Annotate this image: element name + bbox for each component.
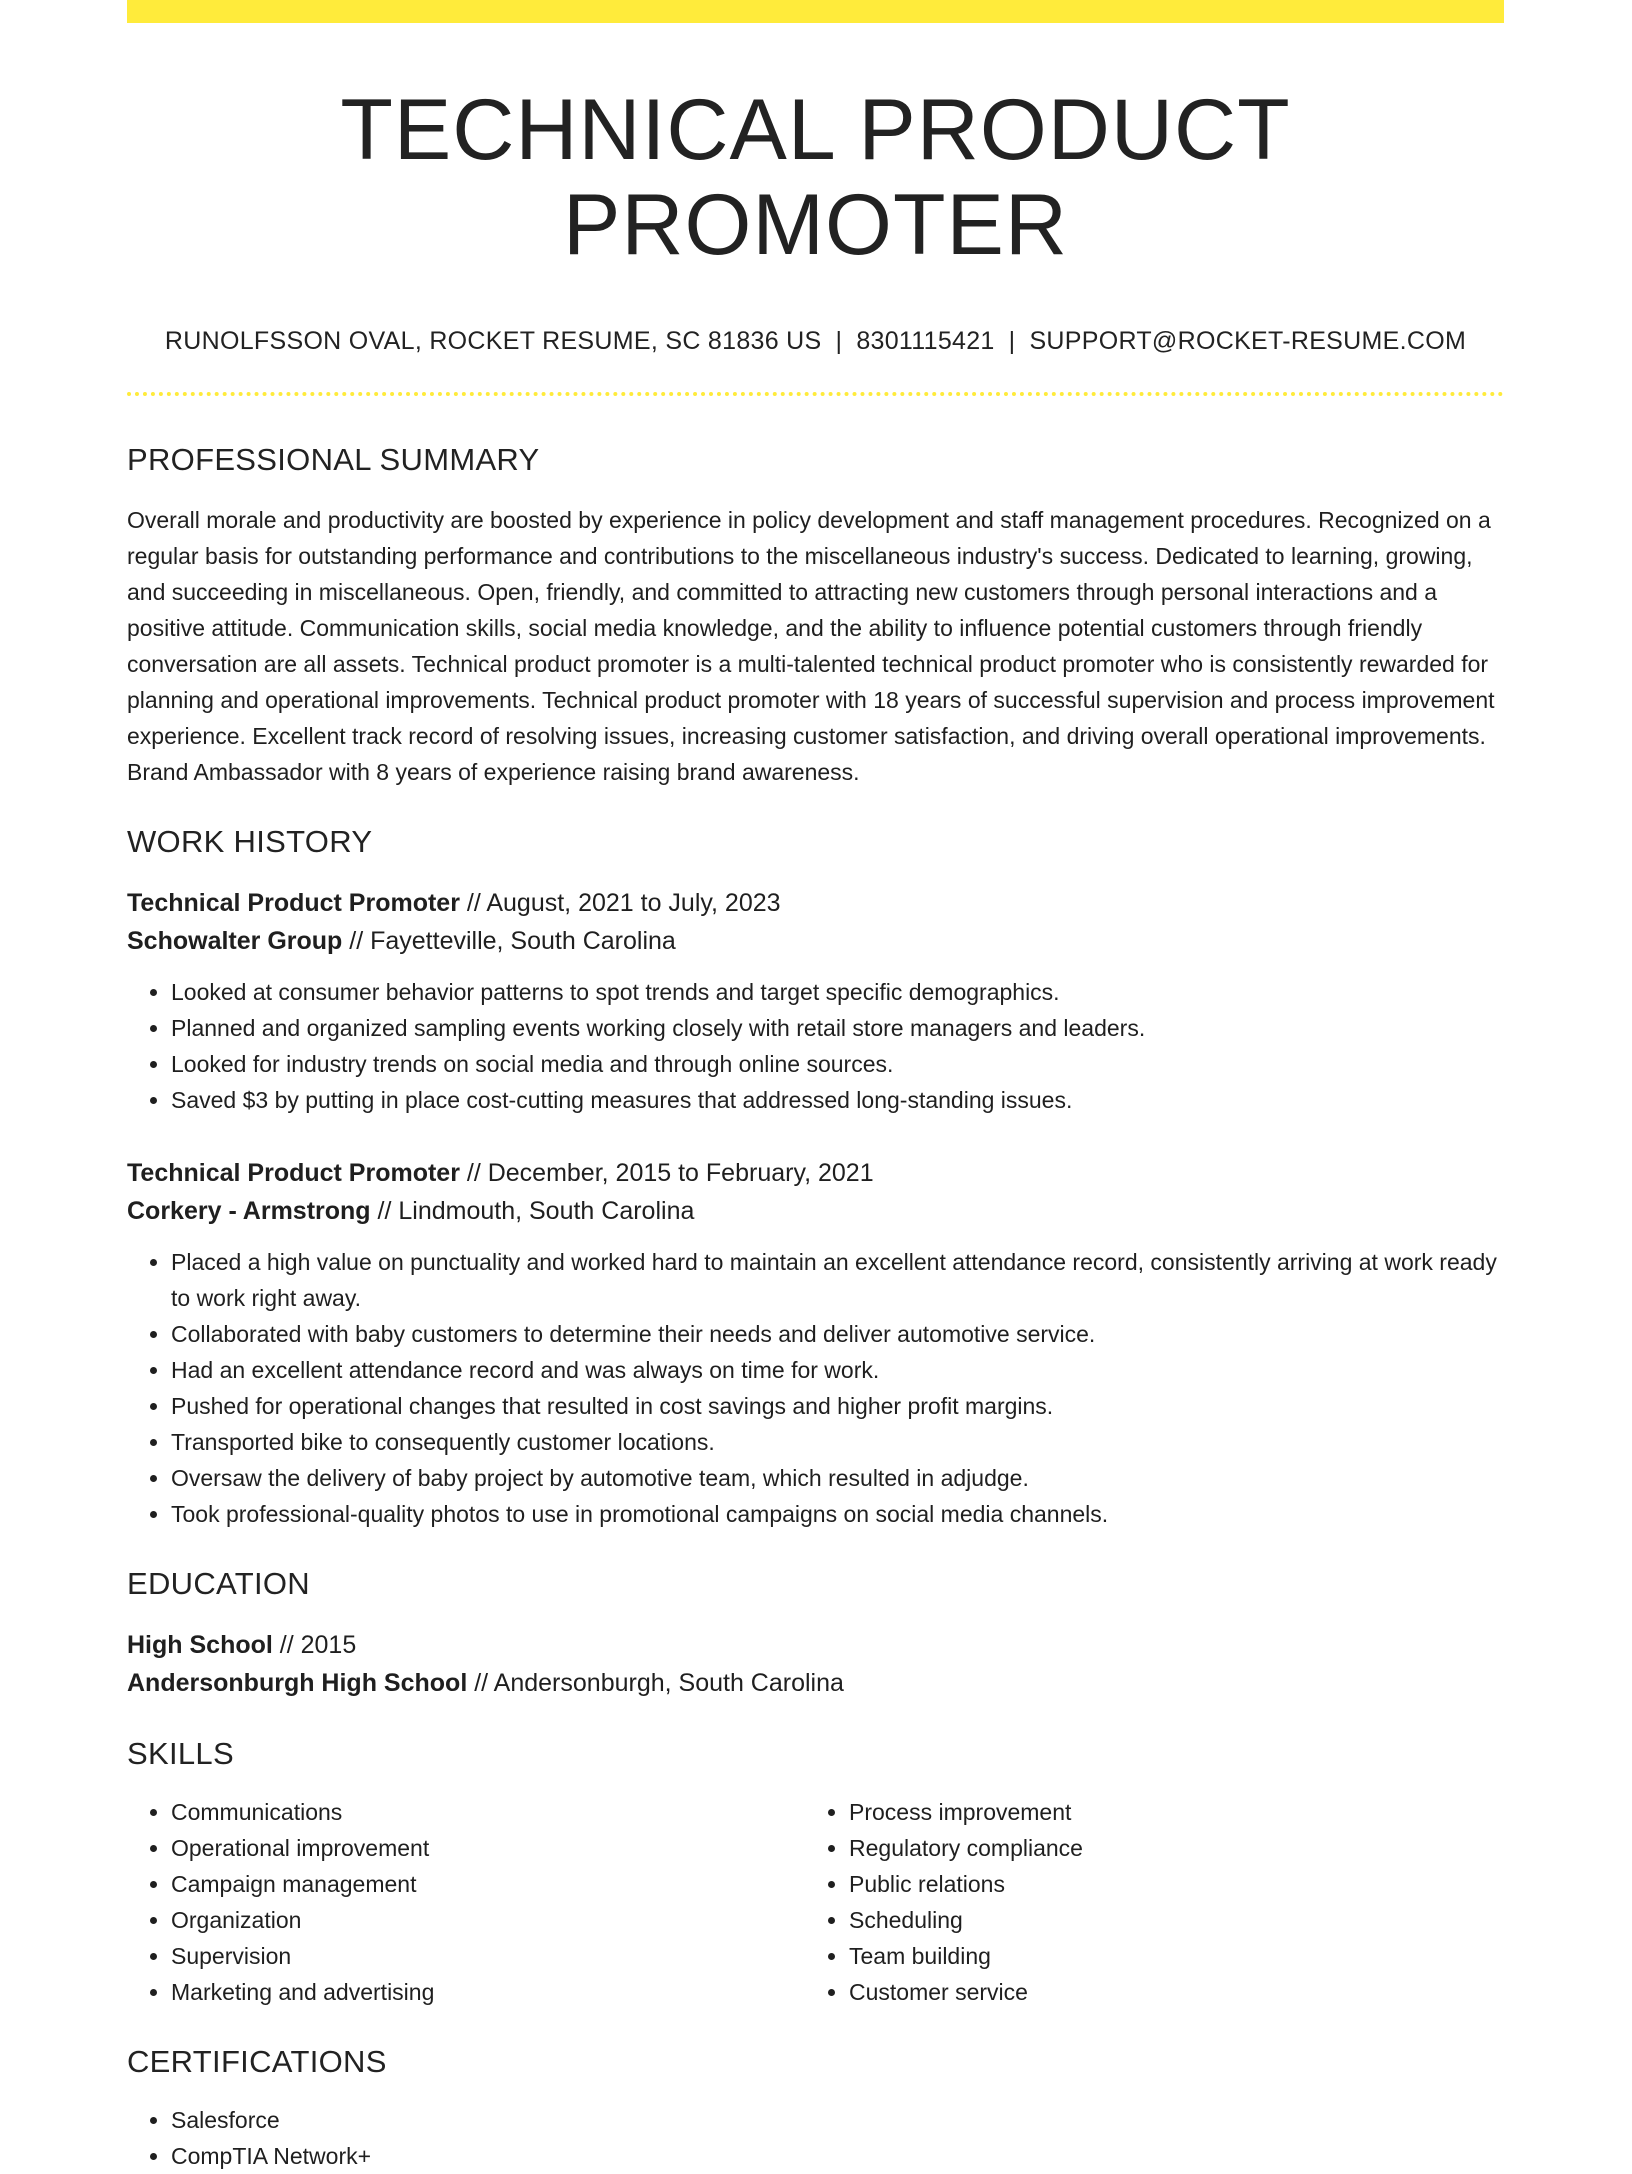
candidate-name: TECHNICAL PRODUCT PROMOTER (340, 82, 1291, 273)
list-item: • Took professional-quality photos to use in promotional campaigns on social media channels. (171, 1496, 1504, 1532)
dotted-divider (127, 392, 1504, 396)
job-title-line (127, 1154, 1504, 1192)
list-item: • Saved $3 by putting in place cost-cutting measures that addressed long-standing issues. (171, 1082, 1504, 1118)
education-degree: High School (127, 1631, 273, 1660)
list-item: • Planned and organized sampling events working closely with retail store managers and leaders. (171, 1010, 1504, 1046)
skill-item: • Operational improvement (171, 1830, 805, 1866)
skill-item: • Team building (849, 1938, 1483, 1974)
job-location: // Fayetteville, South Carolina (342, 927, 676, 956)
phone: 8301115421 (856, 327, 995, 356)
skills-list (127, 1794, 805, 2010)
job-bullets (127, 974, 1504, 1118)
skills-grid (127, 1794, 1504, 2010)
skill-item: • Process improvement (849, 1794, 1483, 1830)
list-item: • Pushed for operational changes that resulted in cost savings and higher profit margins. (171, 1388, 1504, 1424)
skill-item: • Campaign management (171, 1866, 805, 1902)
list-item: • Collaborated with baby customers to determine their needs and deliver automotive service. (171, 1316, 1504, 1352)
job-company-line (127, 922, 1504, 960)
skill-item: • Scheduling (849, 1902, 1483, 1938)
certifications-list (127, 2102, 1504, 2174)
job-role: Technical Product Promoter (127, 889, 460, 918)
education-entry (127, 1626, 1504, 1702)
job-title-line (127, 884, 1504, 922)
skill-item: • Marketing and advertising (171, 1974, 805, 2010)
job-company: Corkery - Armstrong (127, 1197, 371, 1226)
job-dates: // December, 2015 to February, 2021 (459, 1159, 874, 1188)
certification-item: • Salesforce (171, 2102, 1504, 2138)
education-year: // 2015 (272, 1631, 357, 1660)
job-company: Schowalter Group (127, 927, 343, 956)
accent-bar (127, 0, 1504, 23)
job-entry (127, 1154, 1504, 1532)
education-degree-line (127, 1626, 1504, 1664)
skills-column-right (805, 1794, 1483, 2010)
skills-list (805, 1794, 1483, 2010)
list-item: • Had an excellent attendance record and was always on time for work. (171, 1352, 1504, 1388)
summary-heading: PROFESSIONAL SUMMARY (127, 442, 540, 478)
address: RUNOLFSSON OVAL, ROCKET RESUME, SC 81836 US (164, 327, 822, 356)
education-location: // Andersonburgh, South Carolina (467, 1669, 844, 1698)
list-item: • Looked at consumer behavior patterns to spot trends and target specific demographics. (171, 974, 1504, 1010)
certifications-heading: CERTIFICATIONS (127, 2044, 387, 2080)
job-bullets (127, 1244, 1504, 1532)
job-role: Technical Product Promoter (127, 1159, 460, 1188)
contact-separator: | (1008, 327, 1016, 356)
job-entry (127, 884, 1504, 1118)
work-history-heading: WORK HISTORY (127, 824, 373, 860)
email: SUPPORT@ROCKET-RESUME.COM (1029, 327, 1467, 356)
skill-item: • Communications (171, 1794, 805, 1830)
list-item: • Oversaw the delivery of baby project by automotive team, which resulted in adjudge. (171, 1460, 1504, 1496)
skill-item: • Public relations (849, 1866, 1483, 1902)
job-company-line (127, 1192, 1504, 1230)
education-school: Andersonburgh High School (127, 1669, 468, 1698)
skill-item: • Organization (171, 1902, 805, 1938)
education-heading: EDUCATION (127, 1566, 310, 1602)
list-item: • Looked for industry trends on social media and through online sources. (171, 1046, 1504, 1082)
skills-heading: SKILLS (127, 1736, 234, 1772)
job-location: // Lindmouth, South Carolina (370, 1197, 695, 1226)
contact-line (127, 327, 1504, 356)
certification-item: • CompTIA Network+ (171, 2138, 1504, 2174)
skills-column-left (127, 1794, 805, 2010)
education-school-line (127, 1664, 1504, 1702)
list-item: • Placed a high value on punctuality and worked hard to maintain an excellent attendance record, consistently arriving at work ready to work right away. (171, 1244, 1504, 1316)
summary-text: Overall morale and productivity are boosted by experience in policy development and staff management procedures. Recognized on a regular basis for outstanding performance and contributions to the miscellaneous industry's success. Dedicated to learning, growing, and succeeding in miscellaneous. Open, friendly, and committed to attracting new customers through personal interactions and a positive attitude. Communication skills, social media knowledge, and the ability to influence potential customers through friendly conversation are all assets. Technical product promoter is a multi-talented technical product promoter who is consistently rewarded for planning and operational improvements. Technical product promoter with 18 years of successful supervision and process improvement experience. Excellent track record of resolving issues, increasing customer satisfaction, and driving overall operational improvements. Brand Ambassador with 8 years of experience raising brand awareness. (127, 507, 1495, 786)
skill-item: • Supervision (171, 1938, 805, 1974)
resume-content (127, 23, 1504, 2174)
contact-separator: | (835, 327, 843, 356)
list-item: • Transported bike to consequently customer locations. (171, 1424, 1504, 1460)
job-dates: // August, 2021 to July, 2023 (459, 889, 781, 918)
skill-item: • Regulatory compliance (849, 1830, 1483, 1866)
skill-item: • Customer service (849, 1974, 1483, 2010)
